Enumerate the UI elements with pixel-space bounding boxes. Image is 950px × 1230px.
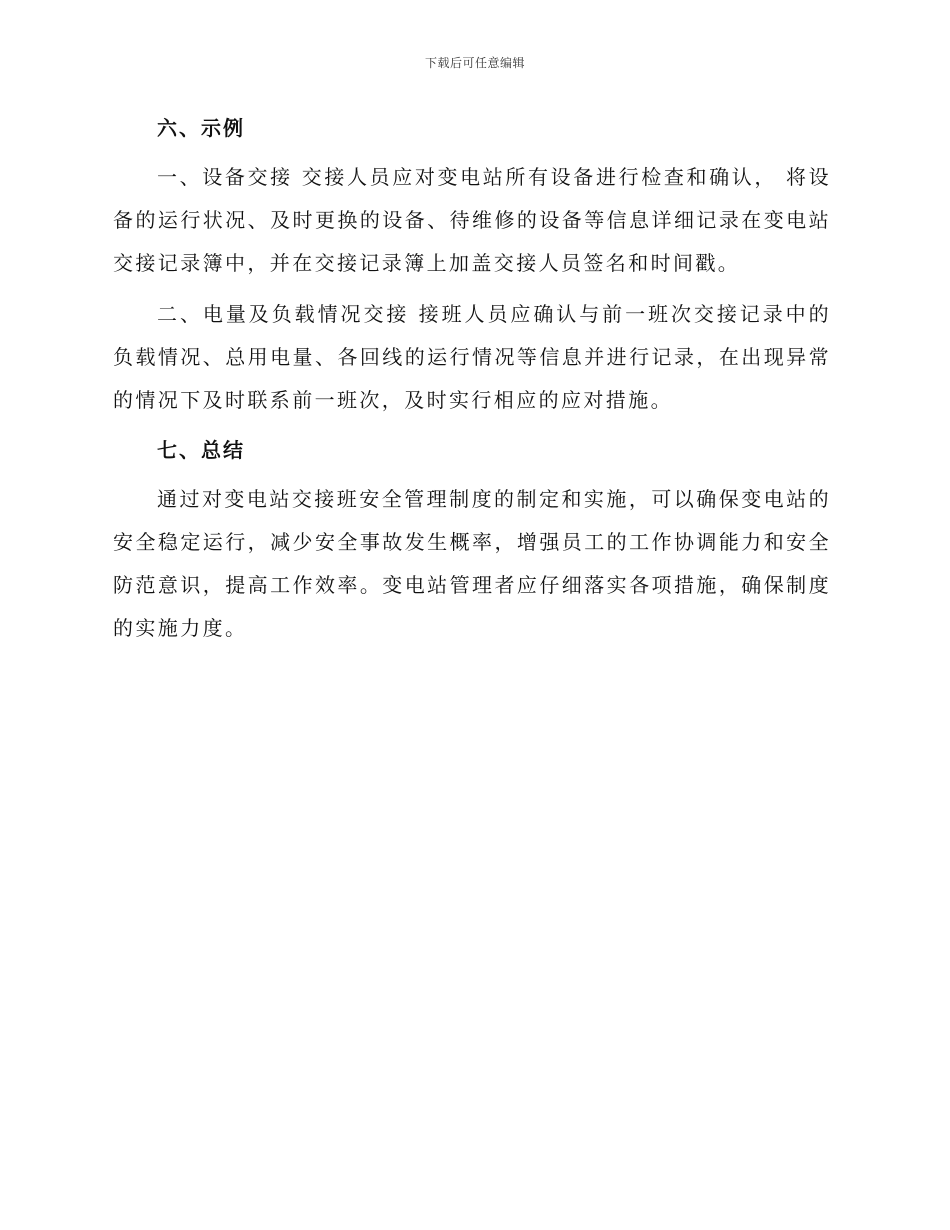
section-heading-examples: 六、示例: [157, 116, 245, 140]
document-body: [113, 108, 831, 658]
paragraph-summary: 通过对变电站交接班安全管理制度的制定和实施，可以确保变电站的安全稳定运行，减少安全事故发生概率，增强员工的工作协调能力和安全防范意识，提高工作效率。变电站管理者应仔细落实各项措施，确保制度的实施力度。: [113, 487, 831, 640]
paragraph-equipment-handover: 一、设备交接 交接人员应对变电站所有设备进行检查和确认， 将设备的运行状况、及时更换的设备、待维修的设备等信息详细记录在变电站交接记录簿中，并在交接记录簿上加盖交接人员签名和时间戳。: [113, 165, 831, 275]
section-heading-summary: 七、总结: [157, 438, 245, 462]
paragraph-load-handover: 二、电量及负载情况交接 接班人员应确认与前一班次交接记录中的负载情况、总用电量、各回线的运行情况等信息并进行记录，在出现异常的情况下及时联系前一班次，及时实行相应的应对措施。: [113, 302, 831, 412]
page-header: 下载后可任意编辑: [424, 56, 525, 70]
